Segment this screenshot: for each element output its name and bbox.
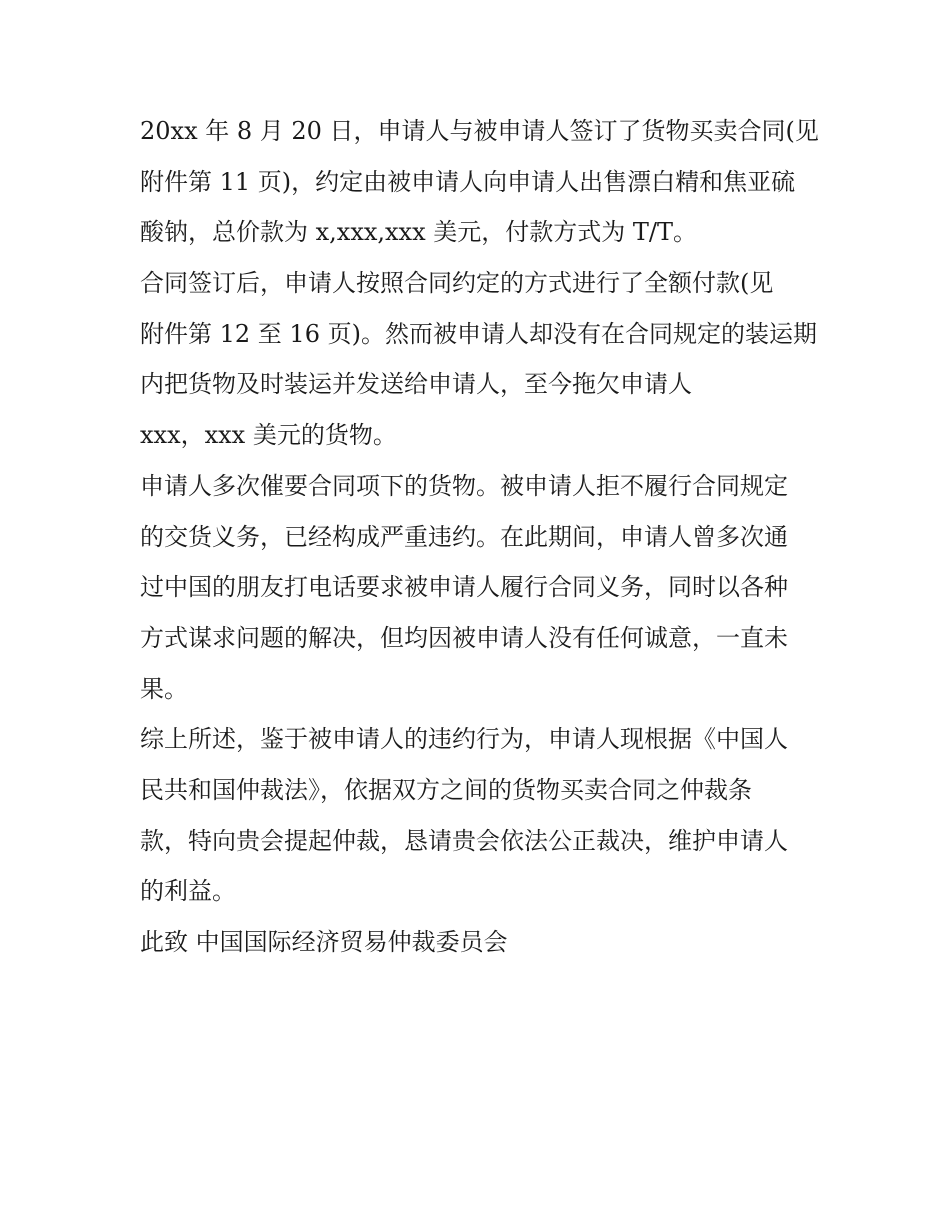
text-line: 20xx 年 8 月 20 日，申请人与被申请人签订了货物买卖合同(见 <box>140 117 819 145</box>
text-line: 附件第 11 页)，约定由被申请人向申请人出售漂白精和焦亚硫 <box>140 167 796 196</box>
text-line: 过中国的朋友打电话要求被申请人履行合同义务，同时以各种 <box>140 573 788 602</box>
text-line: 酸钠，总价款为 x,xxx,xxx 美元，付款方式为 T/T。 <box>140 218 697 247</box>
document-body <box>140 106 819 968</box>
text-line: 申请人多次催要合同项下的货物。被申请人拒不履行合同规定 <box>140 471 788 500</box>
text-line: 内把货物及时装运并发送给申请人，至今拖欠申请人 <box>140 370 692 399</box>
text-line: 款，特向贵会提起仲裁，恳请贵会依法公正裁决，维护申请人 <box>140 826 788 855</box>
text-line: xxx，xxx 美元的货物。 <box>140 421 397 450</box>
text-line: 方式谋求问题的解决，但均因被申请人没有任何诚意，一直未 <box>140 623 788 652</box>
text-line: 的交货义务，已经构成严重违约。在此期间，申请人曾多次通 <box>140 522 788 551</box>
text-line: 附件第 12 至 16 页)。然而被申请人却没有在合同规定的装运期 <box>140 319 817 348</box>
closing-line: 此致 中国国际经济贸易仲裁委员会 <box>140 928 508 956</box>
text-line: 民共和国仲裁法》，依据双方之间的货物买卖合同之仲裁条 <box>140 775 752 804</box>
text-line: 果。 <box>140 674 188 703</box>
text-line: 的利益。 <box>140 877 236 906</box>
text-line: 合同签订后，申请人按照合同约定的方式进行了全额付款(见 <box>140 269 774 298</box>
text-line: 综上所述，鉴于被申请人的违约行为，申请人现根据《中国人 <box>140 725 788 754</box>
